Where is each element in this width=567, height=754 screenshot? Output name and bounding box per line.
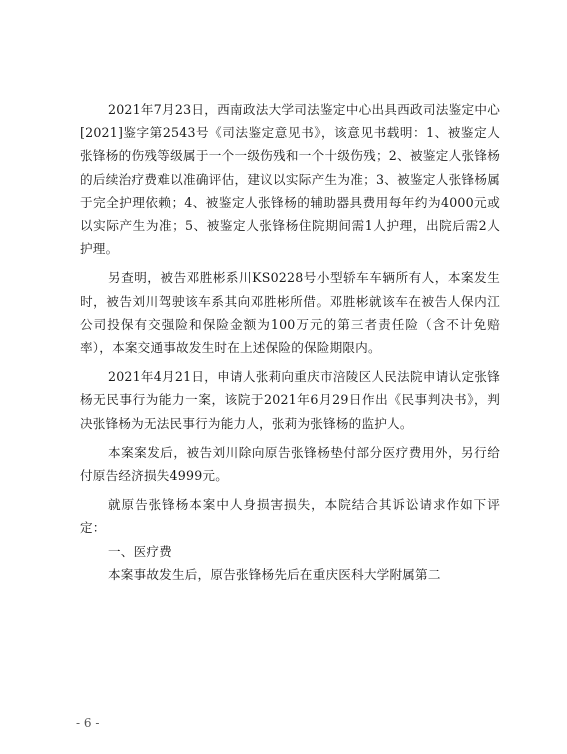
paragraph-vehicle: 另查明，被告邓胜彬系川KS0228号小型轿车车辆所有人，本案发生时，被告刘川驾驶该车系其向邓胜彬所借。邓胜彬就该车在被告人保内江公司投保有交强险和保险金额为100万元的第三者责任险（含不计免赔率），本案交通事故发生时在上述保险的保险期限内。 bbox=[80, 270, 500, 356]
section-heading-medical: 一、医疗费 bbox=[108, 543, 172, 559]
paragraph-advance-payment: 本案案发后，被告刘川除向原告张锋杨垫付部分医疗费用外，另行给付原告经济损失4999元。 bbox=[80, 444, 500, 484]
paragraph-appraisal: 2021年7月23日，西南政法大学司法鉴定中心出具西政司法鉴定中心[2021]鉴字第2543号《司法鉴定意见书》，该意见书载明：1、被鉴定人张锋杨的伤残等级属于一个一级伤残和一个十级伤残；2、被鉴定人张锋杨的后续治疗费难以准确评估，建议以实际产生为准；3、被鉴定人张锋杨属于完全护理依赖；4、被鉴定人张锋杨的辅助器具费用每年约为4000元或以实际产生为准；5、被鉴定人张锋杨住院期间需1人护理，出院后需2人护理。 bbox=[80, 102, 500, 257]
page-number: - 6 - bbox=[76, 716, 100, 730]
paragraph-medical-start: 本案事故发生后，原告张锋杨先后在重庆医科大学附属第二 bbox=[108, 566, 441, 582]
paragraph-assessment-intro: 就原告张锋杨本案中人身损害损失，本院结合其诉讼请求作如下评定： bbox=[80, 497, 500, 536]
paragraph-guardianship: 2021年4月21日，申请人张莉向重庆市涪陵区人民法院申请认定张锋杨无民事行为能力一案，该院于2021年6月29日作出《民事判决书》，判决张锋杨为无法民事行为能力人，张莉为张锋杨的监护人。 bbox=[80, 369, 500, 431]
body-text bbox=[80, 98, 500, 586]
